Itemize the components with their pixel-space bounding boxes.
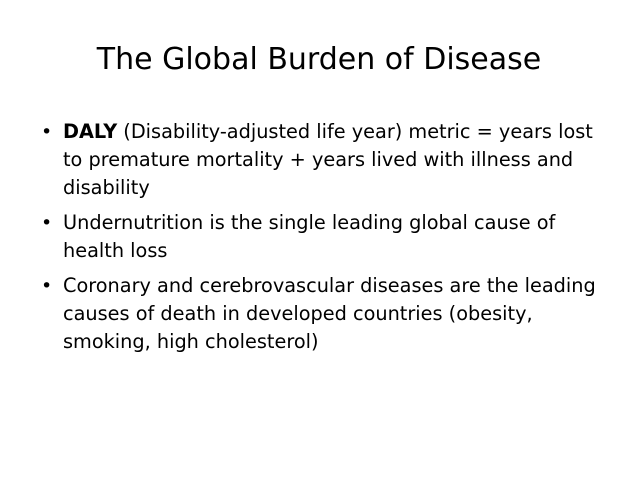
bullet-text: (Disability-adjusted life year) metric = years lost to premature mortality + years lived with illness and disability [63, 120, 593, 199]
slide-title: The Global Burden of Disease [96, 42, 542, 77]
bullet-item-undernutrition [40, 209, 610, 265]
bullet-item-daly [40, 118, 610, 202]
bullet-list [40, 118, 610, 363]
bullet-item-coronary [40, 272, 610, 356]
bullet-text: Coronary and cerebrovascular diseases are the leading causes of death in developed countries (obesity, smoking, high cholesterol) [63, 274, 596, 353]
bullet-icon: • [41, 212, 53, 234]
bullet-text: Undernutrition is the single leading global cause of health loss [63, 211, 556, 262]
daly-term: DALY [63, 120, 118, 143]
bullet-icon: • [41, 275, 53, 297]
bullet-icon: • [41, 121, 53, 143]
